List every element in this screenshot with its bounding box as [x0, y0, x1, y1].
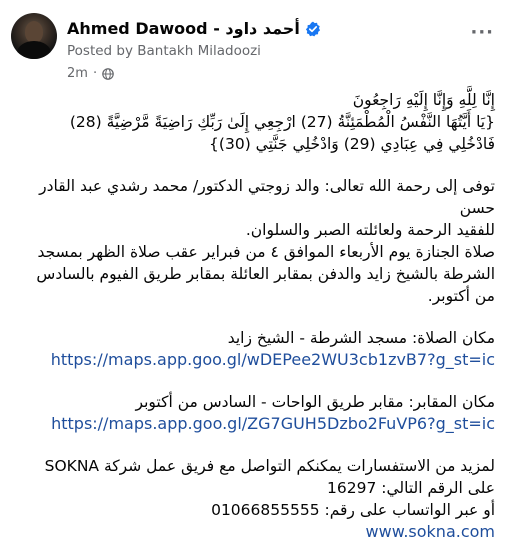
verse-line: إِنَّا لِلَّهِ وَإِنَّا إِلَيْهِ رَاجِعُونَ — [352, 91, 495, 109]
inquiry-text: لمزيد من الاستفسارات يمكنكم التواصل مع فريق عمل شركة SOKNA — [44, 457, 495, 475]
avatar[interactable] — [11, 13, 57, 59]
website-link[interactable]: www.sokna.com — [365, 522, 495, 541]
funeral-details: من أكتوبر. — [427, 287, 495, 305]
verified-badge-icon — [305, 21, 321, 37]
verse-line: {يَا أَيَّتُهَا النَّفْسُ الْمُطْمَئِنَّةُ (27) ارْجِعِي إِلَىٰ رَبِّكِ رَاضِيَةً مَّرْضِيَّةً (28) — [69, 113, 495, 131]
author-row — [67, 19, 321, 38]
posted-by[interactable]: Posted by Bantakh Miladoozi — [67, 43, 261, 59]
funeral-details: الشرطة بالشيخ زايد والدفن بمقابر العائلة بمقابر طريق الفيوم بالسادس — [36, 265, 495, 283]
post-meta — [67, 66, 114, 81]
death-announcement: توفى إلى رحمة الله تعالى: والد زوجتي الدكتور/ محمد رشدي عبد القادر — [39, 177, 495, 195]
verse-line: فَادْخُلِي فِي عِبَادِي (29) وَادْخُلِي جَنَّتِي (30)} — [209, 135, 495, 153]
death-announcement: حسن — [459, 199, 495, 217]
cemetery-map-link[interactable]: https://maps.app.goo.gl/ZG7GUH5Dzbo2FuVP6?g_st=ic — [51, 414, 495, 433]
funeral-details: صلاة الجنازة يوم الأربعاء الموافق ٤ من فبراير عقب صلاة الظهر بمسجد — [37, 243, 495, 261]
prayer-place: مكان الصلاة: مسجد الشرطة - الشيخ زايد — [227, 329, 495, 347]
author-name[interactable]: Ahmed Dawood - أحمد داود — [67, 19, 300, 38]
cemetery-place: مكان المقابر: مقابر طريق الواحات - السادس من أكتوبر — [135, 393, 495, 411]
inquiry-whatsapp: أو عبر الواتساب على رقم: 01066855555 — [211, 501, 495, 519]
post-body — [16, 89, 495, 543]
timestamp[interactable]: 2m — [67, 66, 88, 81]
condolence-text: للفقيد الرحمة ولعائلته الصبر والسلوان. — [245, 221, 495, 239]
prayer-map-link[interactable]: https://maps.app.goo.gl/wDEPee2WU3cb1zvB7?g_st=ic — [50, 350, 495, 369]
inquiry-phone: على الرقم التالي: 16297 — [327, 479, 495, 497]
separator: · — [92, 66, 98, 81]
globe-icon — [102, 68, 114, 80]
more-options-icon[interactable]: ··· — [470, 22, 494, 43]
